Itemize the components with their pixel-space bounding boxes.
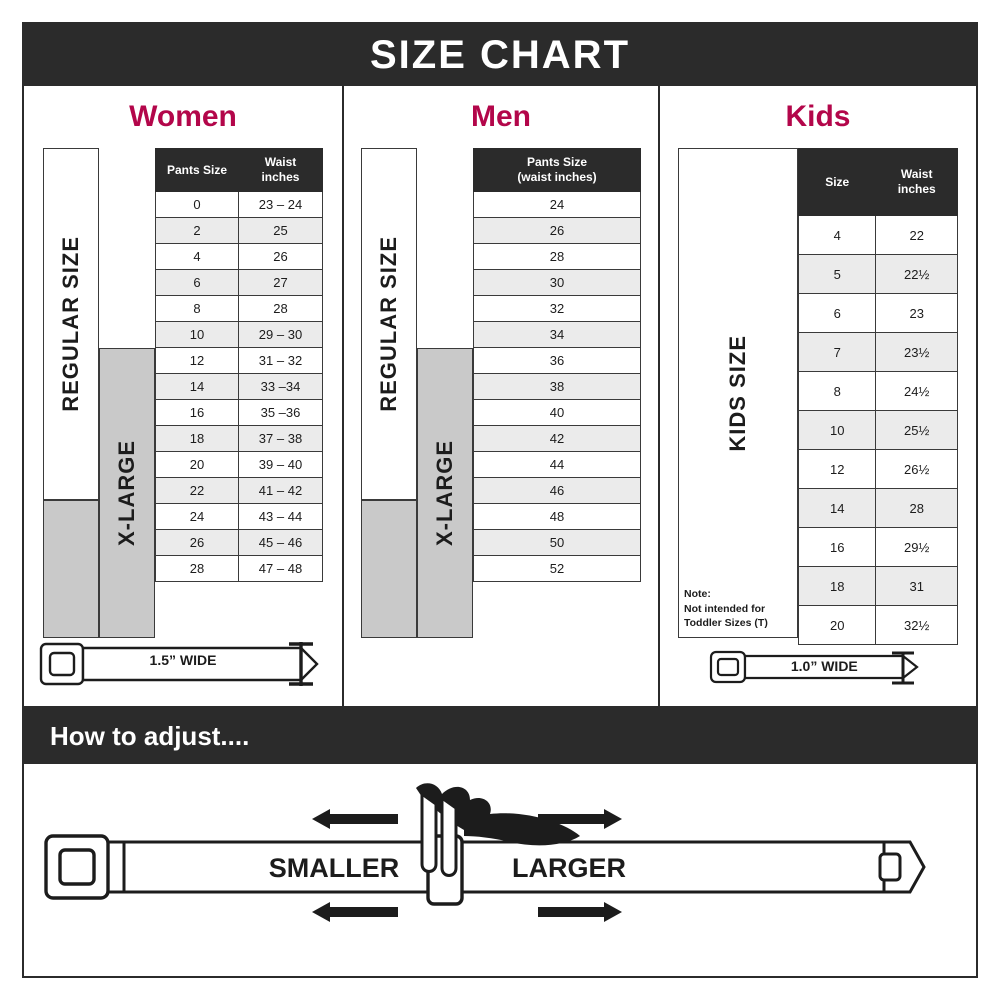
women-header-pants-size: Pants Size xyxy=(156,149,239,192)
cell-size: 28 xyxy=(474,244,641,270)
table-row xyxy=(474,426,641,452)
cell-waist: 33 –34 xyxy=(238,374,322,400)
cell-size: 16 xyxy=(799,528,876,567)
cell-waist: 27 xyxy=(238,270,322,296)
men-xlarge-label: X-LARGE xyxy=(432,440,457,546)
column-women xyxy=(24,86,342,706)
women-xlarge-label: X-LARGE xyxy=(114,440,139,546)
cell-waist: 26 xyxy=(238,244,322,270)
cell-size: 18 xyxy=(156,426,239,452)
table-row xyxy=(799,528,958,567)
women-table-body xyxy=(156,192,323,582)
cell-waist: 23½ xyxy=(876,333,958,372)
kids-table-body xyxy=(799,216,958,645)
table-row xyxy=(156,348,323,374)
men-table-block xyxy=(361,148,641,640)
cell-size: 5 xyxy=(799,255,876,294)
table-row xyxy=(799,294,958,333)
cell-size: 8 xyxy=(156,296,239,322)
table-row xyxy=(799,372,958,411)
kids-belt-width-label: 1.0” WIDE xyxy=(790,658,858,674)
size-columns xyxy=(24,86,976,708)
women-belt-width-label: 1.5” WIDE xyxy=(149,652,217,668)
cell-waist: 23 xyxy=(876,294,958,333)
cell-size: 44 xyxy=(474,452,641,478)
table-row xyxy=(474,192,641,218)
column-men xyxy=(342,86,660,706)
women-size-table xyxy=(155,148,323,582)
cell-size: 30 xyxy=(474,270,641,296)
table-row xyxy=(799,450,958,489)
table-row xyxy=(474,270,641,296)
table-row xyxy=(799,333,958,372)
women-size-table-wrap xyxy=(155,148,323,582)
cell-size: 28 xyxy=(156,556,239,582)
cell-size: 18 xyxy=(799,567,876,606)
table-row xyxy=(156,296,323,322)
kids-table-block xyxy=(678,148,958,640)
cell-size: 8 xyxy=(799,372,876,411)
table-row xyxy=(799,567,958,606)
cell-size: 48 xyxy=(474,504,641,530)
table-row xyxy=(474,478,641,504)
table-row xyxy=(799,216,958,255)
cell-waist: 35 –36 xyxy=(238,400,322,426)
how-to-adjust-illustration xyxy=(24,764,976,976)
cell-size: 26 xyxy=(156,530,239,556)
table-row xyxy=(156,218,323,244)
cell-size: 12 xyxy=(156,348,239,374)
page-title-bar xyxy=(24,24,976,86)
column-kids xyxy=(660,86,976,706)
table-row xyxy=(156,504,323,530)
table-row xyxy=(156,270,323,296)
cell-size: 38 xyxy=(474,374,641,400)
belt-adjust-diagram xyxy=(24,764,976,966)
cell-size: 14 xyxy=(156,374,239,400)
kids-note-line1: Note: xyxy=(684,588,711,601)
larger-label: LARGER xyxy=(512,853,626,883)
kids-size-table-wrap xyxy=(798,148,958,645)
cell-waist: 29½ xyxy=(876,528,958,567)
kids-header-waist-line2: inches xyxy=(897,182,936,196)
women-table-block xyxy=(43,148,323,640)
cell-size: 6 xyxy=(156,270,239,296)
cell-size: 2 xyxy=(156,218,239,244)
size-chart-sheet xyxy=(22,22,978,978)
cell-size: 42 xyxy=(474,426,641,452)
women-belt-diagram xyxy=(24,630,342,694)
cell-waist: 28 xyxy=(876,489,958,528)
table-row xyxy=(156,400,323,426)
cell-waist: 43 – 44 xyxy=(238,504,322,530)
cell-waist: 25 xyxy=(238,218,322,244)
cell-waist: 22½ xyxy=(876,255,958,294)
table-row xyxy=(474,504,641,530)
table-row xyxy=(156,322,323,348)
cell-waist: 32½ xyxy=(876,606,958,645)
table-row xyxy=(474,322,641,348)
cell-waist: 39 – 40 xyxy=(238,452,322,478)
men-header-line2: (waist inches) xyxy=(517,170,597,184)
kids-note-line3: Toddler Sizes (T) xyxy=(684,616,768,629)
men-size-table xyxy=(473,148,641,582)
cell-size: 20 xyxy=(799,606,876,645)
kids-table-header-row xyxy=(799,149,958,216)
table-row xyxy=(156,452,323,478)
kids-note xyxy=(684,587,794,630)
cell-waist: 25½ xyxy=(876,411,958,450)
cell-size: 52 xyxy=(474,556,641,582)
women-xlarge-band xyxy=(99,348,155,638)
cell-waist: 28 xyxy=(238,296,322,322)
women-header-waist xyxy=(238,149,322,192)
table-row xyxy=(156,556,323,582)
kids-size-band xyxy=(678,148,798,638)
men-header-line1: Pants Size xyxy=(526,155,588,169)
cell-size: 20 xyxy=(156,452,239,478)
cell-size: 14 xyxy=(799,489,876,528)
table-row xyxy=(156,192,323,218)
men-size-table-wrap xyxy=(473,148,641,582)
men-regular-size-band xyxy=(361,148,417,500)
women-grey-extension xyxy=(43,500,99,638)
men-heading: Men xyxy=(471,100,531,133)
kids-heading: Kids xyxy=(785,100,851,133)
women-table-header-row xyxy=(156,149,323,192)
kids-header-waist-line1: Waist xyxy=(900,167,933,181)
cell-size: 40 xyxy=(474,400,641,426)
table-row xyxy=(474,452,641,478)
kids-size-table xyxy=(798,148,958,645)
men-table-header-row xyxy=(474,149,641,192)
cell-waist: 37 – 38 xyxy=(238,426,322,452)
cell-waist: 47 – 48 xyxy=(238,556,322,582)
cell-waist: 31 – 32 xyxy=(238,348,322,374)
cell-waist: 41 – 42 xyxy=(238,478,322,504)
table-row xyxy=(156,426,323,452)
women-header-waist-line2: inches xyxy=(261,170,300,184)
men-header-pants-size xyxy=(474,149,641,192)
table-row xyxy=(799,489,958,528)
cell-waist: 22 xyxy=(876,216,958,255)
men-regular-size-label: REGULAR SIZE xyxy=(376,236,401,412)
cell-size: 34 xyxy=(474,322,641,348)
cell-size: 4 xyxy=(156,244,239,270)
kids-header-size: Size xyxy=(799,149,876,216)
cell-size: 10 xyxy=(156,322,239,348)
cell-size: 36 xyxy=(474,348,641,374)
table-row xyxy=(799,255,958,294)
kids-header-waist xyxy=(876,149,958,216)
cell-waist: 45 – 46 xyxy=(238,530,322,556)
cell-size: 12 xyxy=(799,450,876,489)
table-row xyxy=(474,348,641,374)
table-row xyxy=(156,374,323,400)
cell-size: 24 xyxy=(474,192,641,218)
how-to-adjust-bar xyxy=(24,708,976,764)
cell-size: 10 xyxy=(799,411,876,450)
cell-size: 24 xyxy=(156,504,239,530)
kids-size-label: KIDS SIZE xyxy=(725,334,750,452)
table-row xyxy=(474,244,641,270)
page-title: SIZE CHART xyxy=(370,32,630,77)
women-header-waist-line1: Waist xyxy=(264,155,297,169)
cell-size: 50 xyxy=(474,530,641,556)
cell-waist: 26½ xyxy=(876,450,958,489)
cell-size: 16 xyxy=(156,400,239,426)
cell-size: 22 xyxy=(156,478,239,504)
table-row xyxy=(474,296,641,322)
cell-waist: 29 – 30 xyxy=(238,322,322,348)
cell-waist: 24½ xyxy=(876,372,958,411)
table-row xyxy=(156,478,323,504)
table-row xyxy=(156,530,323,556)
table-row xyxy=(474,556,641,582)
table-row xyxy=(474,530,641,556)
women-regular-size-band xyxy=(43,148,99,500)
cell-size: 46 xyxy=(474,478,641,504)
cell-size: 4 xyxy=(799,216,876,255)
cell-waist: 31 xyxy=(876,567,958,606)
cell-size: 26 xyxy=(474,218,641,244)
women-heading: Women xyxy=(129,100,237,133)
cell-waist: 23 – 24 xyxy=(238,192,322,218)
table-row xyxy=(799,411,958,450)
cell-size: 0 xyxy=(156,192,239,218)
how-to-adjust-title: How to adjust.... xyxy=(50,720,250,751)
men-xlarge-band xyxy=(417,348,473,638)
men-grey-extension xyxy=(361,500,417,638)
table-row xyxy=(474,400,641,426)
cell-size: 7 xyxy=(799,333,876,372)
cell-size: 32 xyxy=(474,296,641,322)
men-table-body xyxy=(474,192,641,582)
table-row xyxy=(474,218,641,244)
cell-size: 6 xyxy=(799,294,876,333)
women-regular-size-label: REGULAR SIZE xyxy=(58,236,83,412)
table-row xyxy=(156,244,323,270)
smaller-label: SMALLER xyxy=(268,853,400,883)
kids-note-line2: Not intended for xyxy=(684,602,766,615)
table-row xyxy=(474,374,641,400)
kids-belt-diagram xyxy=(660,638,976,694)
